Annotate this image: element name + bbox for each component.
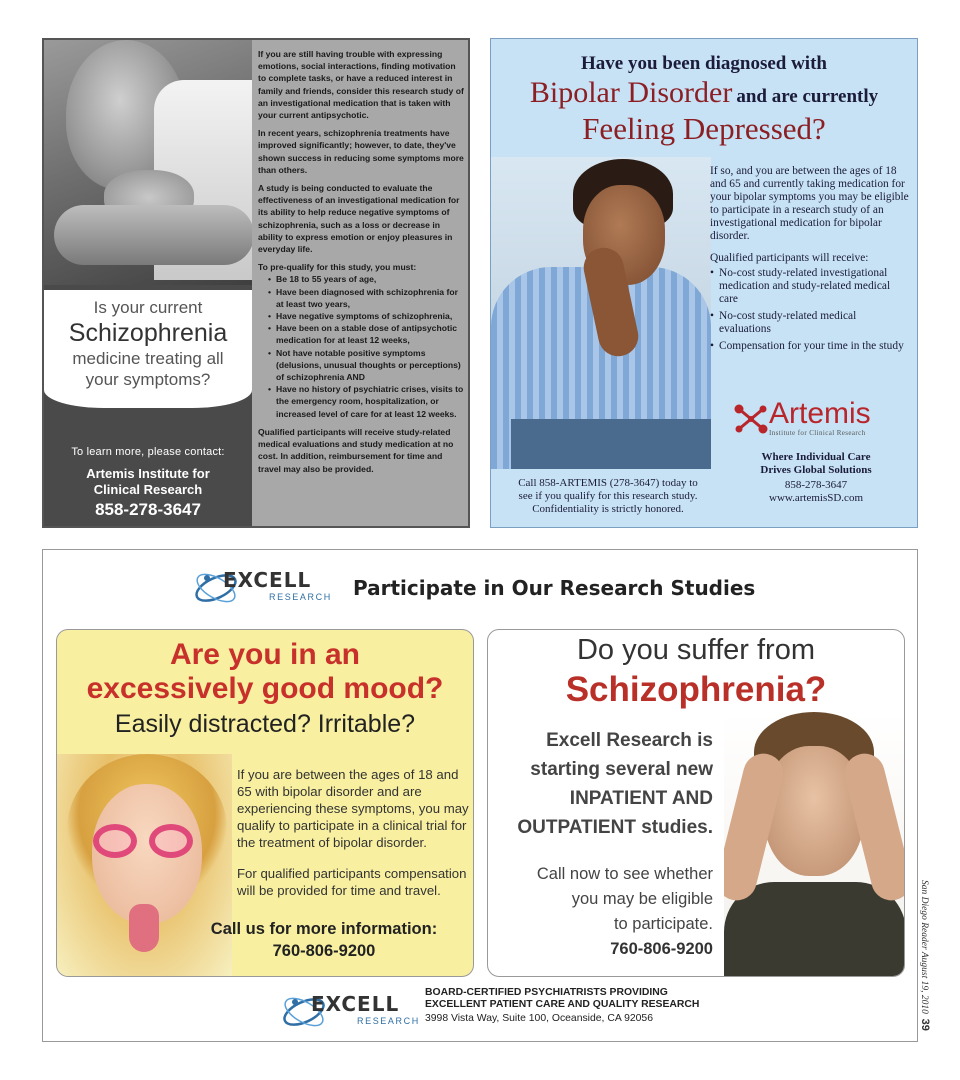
ad3-schizophrenia-panel [487, 629, 905, 977]
ad3-title: Participate in Our Research Studies [353, 576, 756, 600]
excell-logo-sub: RESEARCH [269, 592, 332, 602]
ad3-bipolar-para1: If you are between the ages of 18 and 65 with bipolar disorder and are experiencing these symptoms, you may qualify to participate in a clinical trial for the treatment of bipolar disorder. [237, 767, 469, 850]
ad1-criterion: • Not have notable positive symptoms (delusions, unusual thoughts or perceptions) of schizophrenia AND [268, 347, 464, 384]
ad3-schizo-intro-line1: Excell Research is [546, 730, 713, 751]
ad1-criterion: • Have been diagnosed with schizophrenia for at least two years, [268, 286, 464, 310]
ad2-headline3: Feeling Depressed? [582, 111, 826, 146]
ad2-call-line2: see if you qualify for this research study. [518, 490, 698, 502]
ad3-bipolar-text [237, 766, 469, 913]
ad1-left-panel [44, 40, 252, 526]
ad3-schizo-cta [508, 862, 713, 937]
ad1-question-box [44, 290, 252, 408]
ad2-tagline-line2: Drives Global Solutions [760, 464, 872, 476]
ad2-body-para: If so, and you are between the ages of 18 and 65 and currently taking medication for your bipolar symptoms you may be eligible to participate in a research study of an investigational medication for bipolar disorder. [710, 165, 909, 242]
ad2-contact-info [731, 479, 901, 505]
ad2-call-to-action [495, 477, 721, 516]
ad1-contact-org-line1: Artemis Institute for [86, 466, 210, 481]
folio-text [919, 880, 931, 1031]
ad1-criterion: • Be 18 to 55 years of age, [268, 273, 464, 285]
ad3-schizo-intro-line4: OUTPATIENT studies. [517, 817, 713, 838]
excell-research-ad [42, 549, 918, 1042]
ad1-criterion: • Have no history of psychiatric crises, visits to the emergency room, hospitalization, or increased level of care for at least 12 weeks. [268, 383, 464, 420]
ad1-para3: A study is being conducted to evaluate the effectiveness of an investigational medication for its ability to help reduce negative symptoms of schizophrenia, such as a loss or decrease in ability to express emotion or enjoy pleasures in everyday life. [258, 183, 460, 255]
ad1-contact-phone: 858-278-3647 [95, 500, 201, 519]
ad1-contact [44, 446, 252, 520]
ad1-body-text [258, 48, 464, 481]
excell-logo-word: EXCELL [311, 992, 400, 1016]
ad2-benefits-list [710, 267, 910, 353]
ad3-bipolar-headline-line2: excessively good mood? [86, 672, 444, 705]
ad1-contact-intro: To learn more, please contact: [71, 446, 225, 458]
ad2-man-photo [491, 157, 711, 469]
ad3-footer-address: 3998 Vista Way, Suite 100, Oceanside, CA 92056 [425, 1012, 653, 1024]
ad3-bipolar-headline-line1: Are you in an [169, 638, 361, 671]
ad3-schizo-intro [508, 726, 713, 842]
ad1-question-line1: Is your current [93, 298, 203, 317]
ad2-call-line3: Confidentiality is strictly honored. [532, 503, 684, 515]
ad3-man-headache-photo [724, 712, 905, 977]
ad3-schizo-cta-line1: Call now to see whether [536, 865, 713, 883]
ad3-schizo-cta-line2: you may be eligible [571, 890, 713, 908]
ad3-bipolar-panel [56, 629, 474, 977]
ad3-bipolar-call [207, 918, 441, 962]
artemis-logo-subtitle: Institute for Clinical Research [769, 429, 866, 437]
ad3-bipolar-headline [57, 638, 473, 706]
ad3-bipolar-phone: 760-806-9200 [272, 942, 376, 960]
ad2-benefit: • Compensation for your time in the study [710, 340, 910, 353]
ad1-criteria-list [268, 273, 464, 419]
ad1-man-photo [44, 40, 252, 285]
ad2-tagline-line1: Where Individual Care [761, 451, 871, 463]
ad3-footer [425, 987, 755, 1025]
ad1-criterion: • Have been on a stable dose of antipsychotic medication for at least 12 weeks, [268, 322, 464, 346]
ad3-footer-line1: BOARD-CERTIFIED PSYCHIATRISTS PROVIDING [425, 987, 668, 998]
excell-logo [193, 564, 353, 612]
ad2-headline2-main: Bipolar Disorder [529, 76, 733, 109]
ad3-girl-photo [57, 754, 232, 977]
ad2-website: www.artemisSD.com [769, 492, 863, 504]
ad3-schizo-phone: 760-806-9200 [610, 940, 713, 958]
ad1-para2: In recent years, schizophrenia treatments have improved significantly; however, to date, they've shown success in reducing some symptoms more than others. [258, 128, 464, 175]
ad3-schizo-intro-line3: INPATIENT AND [569, 788, 713, 809]
ad3-schizo-headline-line1: Do you suffer from [576, 634, 815, 666]
ad1-question-line2: Schizophrenia [68, 319, 228, 347]
ad3-schizo-headline-line2: Schizophrenia? [565, 670, 827, 709]
ad1-prequalify-heading: To pre-qualify for this study, you must: [258, 262, 417, 273]
ad1-contact-org-line2: Clinical Research [93, 482, 203, 497]
ad2-phone: 858-278-3647 [784, 479, 848, 491]
ad1-criterion: • Have negative symptoms of schizophrenia, [268, 310, 464, 322]
ad1-question-line3: medicine treating all [72, 349, 224, 368]
excell-logo-sub: RESEARCH [357, 1016, 420, 1026]
ad3-footer-line2: EXCELLENT PATIENT CARE AND QUALITY RESEARCH [425, 999, 700, 1011]
ad3-schizo-intro-line2: starting several new [530, 759, 713, 780]
ad3-schizo-cta-line3: to participate. [613, 915, 713, 933]
artemis-logo-name: Artemis [769, 397, 871, 430]
artemis-molecule-icon [733, 403, 769, 435]
ad3-bipolar-call-text: Call us for more information: [210, 920, 438, 938]
ad1-question-line4: your symptoms? [85, 370, 211, 389]
ad2-headline2-tail: and are currently [736, 86, 879, 107]
ad2-headline2 [491, 77, 917, 114]
ad2-receive-heading: Qualified participants will receive: [710, 252, 869, 264]
ad1-para1: If you are still having trouble with expressing emotions, social interactions, finding motivation to complete tasks, or have a reduced interest in family and friends, consider this research study of an investigational medication that is taken with your current antipsychotic. [258, 49, 464, 121]
ad2-benefit: • No-cost study-related investigational medication and study-related medical care [710, 267, 910, 306]
artemis-logo [731, 397, 911, 441]
ad3-bipolar-subhead: Easily distracted? Irritable? [114, 710, 416, 738]
ad2-body-text [710, 165, 910, 357]
ad3-bipolar-para2: For qualified participants compensation will be provided for time and travel. [237, 866, 467, 898]
excell-footer-logo [281, 988, 441, 1036]
folio-page-number: 39 [919, 1018, 931, 1031]
ad2-call-line1: Call 858-ARTEMIS (278-3647) today to [518, 477, 698, 489]
page-folio [919, 880, 943, 1060]
ad1-closing: Qualified participants will receive study-related medical evaluations and study medication at no cost. In addition, reimbursement for time and travel may also be provided. [258, 426, 454, 474]
bipolar-artemis-ad [490, 38, 918, 528]
excell-logo-word: EXCELL [223, 568, 312, 592]
ad2-headline1: Have you been diagnosed with [581, 53, 827, 74]
folio-publication: San Diego Reader August 19, 2010 [919, 880, 929, 1014]
schizophrenia-artemis-ad [42, 38, 470, 528]
ad2-benefit: • No-cost study-related medical evaluations [710, 310, 910, 336]
ad2-tagline [731, 451, 901, 477]
